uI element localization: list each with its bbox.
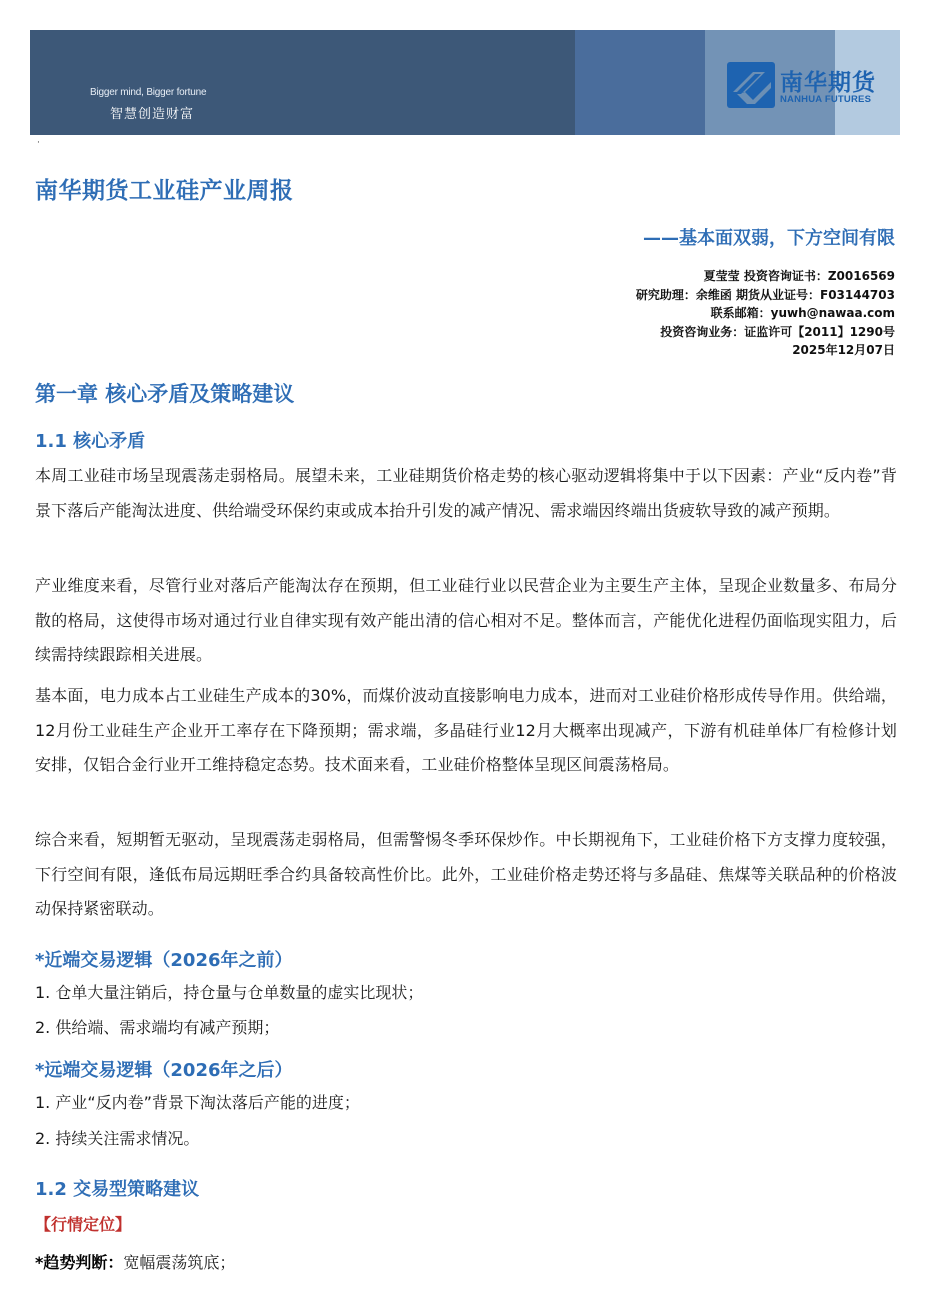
- market-position-tag: 【行情定位】: [35, 1215, 132, 1234]
- banner-segment-mid: [575, 30, 705, 135]
- near-term-logic-title: *近端交易逻辑（2026年之前）: [35, 950, 293, 971]
- header-banner: [30, 30, 900, 135]
- report-date: 2025年12月07日: [792, 343, 895, 357]
- chapter-title: 第一章 核心矛盾及策略建议: [35, 382, 295, 406]
- section-title-core-conflict: 1.1 核心矛盾: [35, 431, 146, 452]
- slogan-english: Bigger mind, Bigger fortune: [90, 87, 207, 98]
- license-info: 投资咨询业务：证监许可【2011】1290号: [660, 324, 895, 339]
- list-item: 2. 持续关注需求情况。: [35, 1129, 200, 1148]
- assistant-credential: 研究助理：余维函 期货从业证号：F03144703: [635, 287, 895, 302]
- trend-judgment: [35, 1250, 235, 1273]
- paragraph: 本周工业硅市场呈现震荡走弱格局。展望未来，工业硅期货价格走势的核心驱动逻辑将集中于以下因素：产业“反内卷”背景下落后产能淘汰进度、供给端受环保约束或成本抬升引发的减产情况、需求端因终端出货疲软导致的减产预期。: [35, 466, 897, 520]
- report-title: 南华期货工业硅产业周报: [35, 178, 294, 204]
- long-term-logic-title: *远端交易逻辑（2026年之后）: [35, 1060, 293, 1081]
- nanhua-logo-icon: [727, 62, 775, 108]
- paragraph: 产业维度来看，尽管行业对落后产能淘汰存在预期，但工业硅行业以民营企业为主要生产主体，呈现企业数量多、布局分散的格局，这使得市场对通过行业自律实现有效产能出清的信心相对不足。整体而言，产能优化进程仍面临现实阻力，后续需持续跟踪相关进展。: [35, 576, 897, 664]
- logo-text-chinese: 南华期货: [780, 70, 876, 96]
- paragraph: 综合来看，短期暂无驱动，呈现震荡走弱格局，但需警惕冬季环保炒作。中长期视角下，工业硅价格下方支撑力度较强，下行空间有限，逢低布局远期旺季合约具备较高性价比。此外，工业硅价格走势还将与多晶硅、焦煤等关联品种的价格波动保持紧密联动。: [35, 830, 897, 918]
- list-item: 2. 供给端、需求端均有减产预期；: [35, 1018, 280, 1037]
- logo-text-english: NANHUA FUTURES: [780, 94, 872, 105]
- paragraph: 基本面，电力成本占工业硅生产成本的30%，而煤价波动直接影响电力成本，进而对工业硅价格形成传导作用。供给端，12月份工业硅生产企业开工率存在下降预期；需求端，多晶硅行业12月大概率出现减产，下游有机硅单体厂有检修计划安排，仅铝合金行业开工维持稳定态势。技术面来看，工业硅价格整体呈现区间震荡格局。: [35, 686, 897, 774]
- list-item: 1. 产业“反内卷”背景下淘汰落后产能的进度；: [35, 1093, 360, 1112]
- contact-email: 联系邮箱：yuwh@nawaa.com: [710, 306, 895, 320]
- report-subtitle: ——基本面双弱，下方空间有限: [643, 228, 895, 249]
- analyst-credential: 夏莹莹 投资咨询证书：Z0016569: [703, 269, 895, 283]
- section-title-strategy: 1.2 交易型策略建议: [35, 1179, 200, 1200]
- slogan-chinese: 智慧创造财富: [110, 107, 195, 122]
- page-marker: ·: [37, 138, 40, 148]
- trend-label: *趋势判断：: [35, 1253, 124, 1272]
- author-info: [636, 267, 895, 360]
- list-item: 1. 仓单大量注销后，持仓量与仓单数量的虚实比现状；: [35, 983, 424, 1002]
- trend-value: 宽幅震荡筑底；: [123, 1253, 236, 1272]
